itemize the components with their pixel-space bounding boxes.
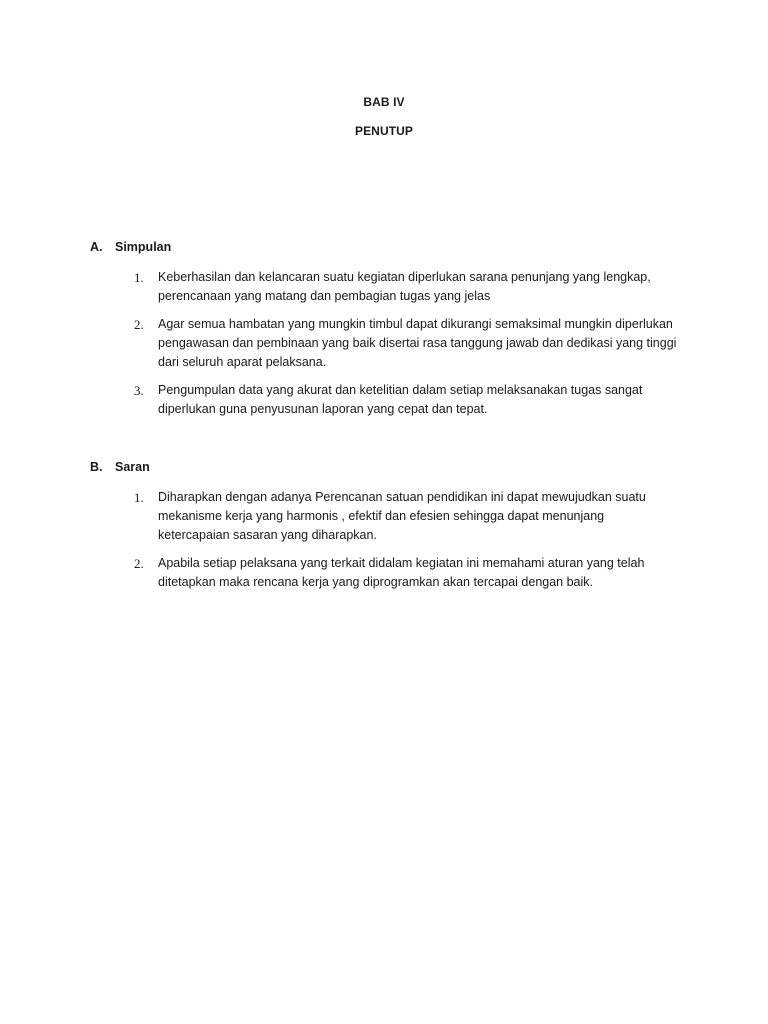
item-number: 1.: [134, 270, 144, 285]
section-letter: A.: [90, 240, 103, 254]
list-item: [90, 381, 690, 419]
section-title: Saran: [115, 460, 150, 474]
list-item: [90, 488, 690, 545]
item-number: 2.: [134, 317, 144, 332]
chapter-number: BAB IV: [363, 95, 405, 109]
list-item: [90, 554, 690, 592]
saran-list: [90, 488, 690, 592]
section-heading: [90, 458, 690, 476]
item-text: Pengumpulan data yang akurat dan ketelitian dalam setiap melaksanakan tugas sangat diperlukan guna penyusunan laporan yang cepat dan tepat.: [158, 383, 643, 416]
simpulan-list: [90, 268, 690, 419]
chapter-title: PENUTUP: [354, 124, 414, 138]
list-item: [90, 315, 690, 372]
item-number: 3.: [134, 383, 144, 398]
section-saran: [90, 458, 690, 601]
item-number: 2.: [134, 556, 144, 571]
list-item: [90, 268, 690, 306]
item-number: 1.: [134, 490, 144, 505]
section-heading: [90, 238, 690, 256]
item-text: Diharapkan dengan adanya Perencanan satuan pendidikan ini dapat mewujudkan suatu mekanisme kerja yang harmonis , efektif dan efesien sehingga dapat menunjang ketercapaian sasaran yang diharapkan.: [158, 490, 646, 542]
section-title: Simpulan: [115, 240, 172, 254]
item-text: Keberhasilan dan kelancaran suatu kegiatan diperlukan sarana penunjang yang lengkap, perencanaan yang matang dan pembagian tugas yang jelas: [158, 270, 651, 303]
section-simpulan: [90, 238, 690, 428]
item-text: Apabila setiap pelaksana yang terkait didalam kegiatan ini memahami aturan yang telah ditetapkan maka rencana kerja yang diprogramkan akan tercapai dengan baik.: [158, 556, 645, 589]
section-letter: B.: [90, 460, 103, 474]
item-text: Agar semua hambatan yang mungkin timbul dapat dikurangi semaksimal mungkin diperlukan pengawasan dan pembinaan yang baik disertai rasa tanggung jawab dan dedikasi yang tinggi dari seluruh aparat pelaksana.: [158, 317, 677, 369]
